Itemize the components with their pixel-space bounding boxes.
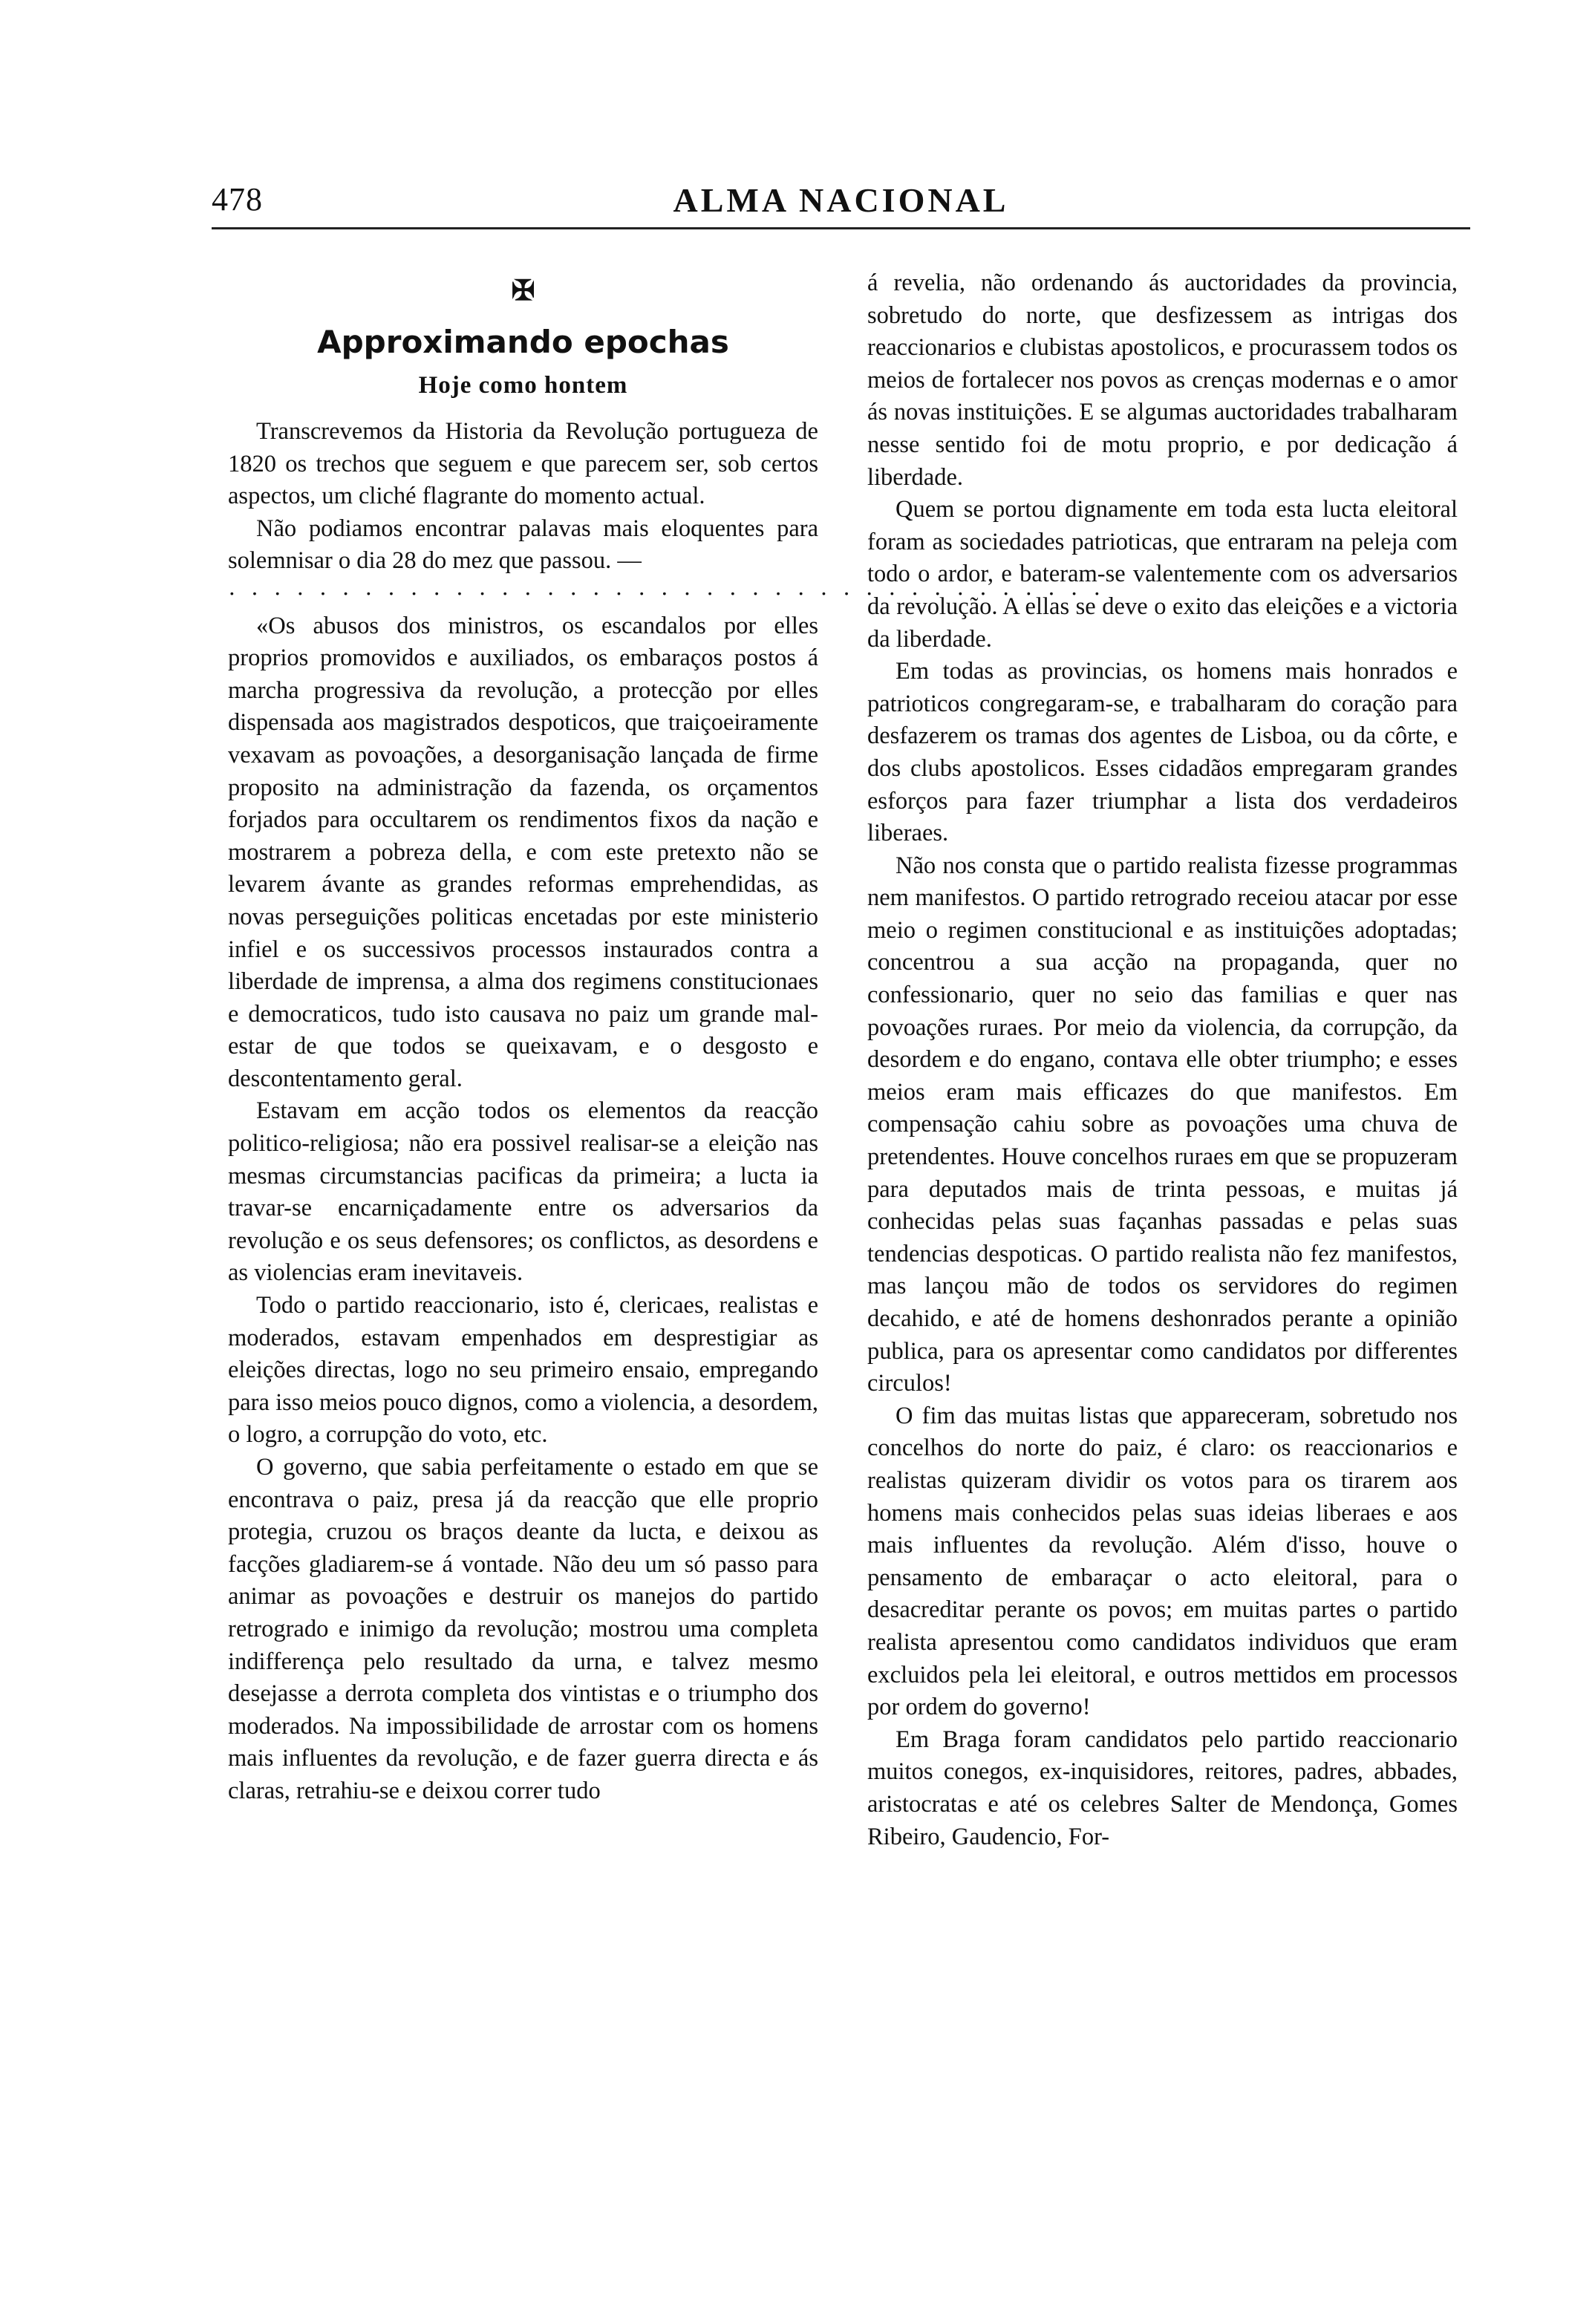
dot-separator: · · · · · · · · · · · · · · · · · · · · · · · · · · · · · · · · · · · · · · · xyxy=(228,579,1106,607)
header-rule xyxy=(212,227,1470,229)
paragraph: Estavam em acção todos os elementos da reacção politico-religiosa; não era possivel realisar-se a eleição nas mesmas circumstancias pacificas da primeira; a lucta ia travar-se encarniçadamente entre os adversarios da revolução e os seus defensores; os conflictos, as desordens e as violencias eram inevitaveis. xyxy=(228,1097,818,1287)
cross-ornament-icon: ✠ xyxy=(511,275,535,307)
paragraph: Quem se portou dignamente em toda esta lucta eleitoral foram as sociedades patrioticas, que entraram na peleja com todo o ardor, e bateram-se valentemente com os adversarios da revolução. A ellas se deve o exito das eleições e a victoria da liberdade. xyxy=(867,496,1458,653)
running-title: ALMA NACIONAL xyxy=(673,181,1009,219)
paragraph: «Os abusos dos ministros, os escandalos por elles proprios promovidos e auxiliados, os embaraços postos á marcha progressiva da revolução, a protecção por elles dispensada aos magistrados despoticos, que traiçoeiramente vexavam as povoações, a desorganisação lançada de firme proposito na administração da fazenda, os orçamentos forjados para occultarem os rendimentos fixos da nação e mostrarem a pobreza della, e com este pretexto não se levarem ávante as grandes reformas emprehendidas, as novas perseguições politicas encetadas por este ministerio infiel e os successivos processos instaurados contra a liberdade de imprensa, a alma dos regimens constitucionaes e democraticos, tudo isto causava no paiz um grande mal-estar de que todos se queixavam, e o desgosto e descontentamento geral. xyxy=(228,612,818,1092)
right-column xyxy=(867,267,1458,2064)
paragraph: O governo, que sabia perfeitamente o estado em que se encontrava o paiz, presa já da reacção que elle proprio protegia, cruzou os braços deante da lucta, e deixou as facções gladiarem-se á vontade. Não deu um só passo para animar as povoações e destruir os manejos do partido retrogrado e inimigo da revolução; mostrou uma completa indifferença pelo resultado da urna, e talvez mesmo desejasse a derrota completa dos vintistas e o triumpho dos moderados. Na impossibilidade de arrostar com os homens mais influentes da revolução, e de fazer guerra directa e ás claras, retrahiu-se e deixou correr tudo xyxy=(228,1454,818,1804)
article-title: Approximando epochas xyxy=(317,324,729,360)
paragraph: O fim das muitas listas que appareceram, sobretudo nos concelhos do norte do paiz, é claro: os reaccionarios e realistas quizeram dividir os votos para os tirarem aos homens mais conhecidos pelas suas ideias liberaes e aos mais influentes da revolução. Além d'isso, houve o pensamento de embaraçar o acto eleitoral, para o desacreditar perante os povos; em muitas partes o partido realista apresentou como candidatos individuos que eram excluidos pela lei eleitoral, e outros mettidos em processos por ordem do governo! xyxy=(867,1402,1458,1721)
paragraph: Todo o partido reaccionario, isto é, clericaes, realistas e moderados, estavam empenhados em desprestigiar as eleições directas, logo no seu primeiro ensaio, empregando para isso meios pouco dignos, como a violencia, a desordem, o logro, a corrupção do voto, etc. xyxy=(228,1292,818,1449)
paragraph: Em todas as provincias, os homens mais honrados e patrioticos congregaram-se, e trabalharam do coração para desfazerem os tramas dos agentes de Lisboa, ou da côrte, e dos clubs apostolicos. Esses cidadãos empregaram grandes esforços para fazer triumphar a lista dos verdadeiros liberaes. xyxy=(867,658,1458,847)
page-number: 478 xyxy=(212,181,263,218)
article-subtitle: Hoje como hontem xyxy=(418,372,628,399)
paragraph: Transcrevemos da Historia da Revolução portugueza de 1820 os trechos que seguem e que parecem ser, sob certos aspectos, um cliché flagrante do momento actual. xyxy=(228,418,818,510)
paragraph: Não nos consta que o partido realista fizesse programmas nem manifestos. O partido retrogrado receiou atacar por esse meio o regimen constitucional e as instituições adoptadas; concentrou a sua acção na propaganda, quer no confessionario, quer no seio das familias e quer nas povoações ruraes. Por meio da violencia, da corrupção, da desordem e do engano, contava elle obter triumpho; e esses meios eram mais efficazes do que manifestos. Em compensação cahiu sobre as povoações uma chuva de pretendentes. Houve concelhos ruraes em que se propuzeram para deputados mais de trinta pessoas, e muitas já conhecidas pelas suas façanhas passadas e pelas suas tendencias despoticas. O partido realista não fez manifestos, mas lançou mão de todos os servidores do regimen decahido, e até de homens deshonrados perante a opinião publica, para os apresentar como candidatos por differentes circulos! xyxy=(867,852,1458,1397)
paragraph: Em Braga foram candidatos pelo partido reaccionario muitos conegos, ex-inquisidores, reitores, padres, abbades, aristocratas e até os celebres Salter de Mendonça, Gomes Ribeiro, Gaudencio, For- xyxy=(867,1726,1458,1850)
running-header xyxy=(212,174,1470,234)
paragraph: á revelia, não ordenando ás auctoridades da provincia, sobretudo do norte, que desfizessem as intrigas dos reaccionarios e clubistas apostolicos, e procurassem todos os meios de fortalecer nos povos as crenças modernas e o amor ás novas instituições. E se algumas auctoridades trabalharam nesse sentido foi de motu proprio, e por dedicação á liberdade. xyxy=(867,270,1458,491)
paragraph: Não podiamos encontrar palavas mais eloquentes para solemnisar o dia 28 do mez que passou. — xyxy=(228,515,818,575)
left-column xyxy=(228,267,1106,2064)
